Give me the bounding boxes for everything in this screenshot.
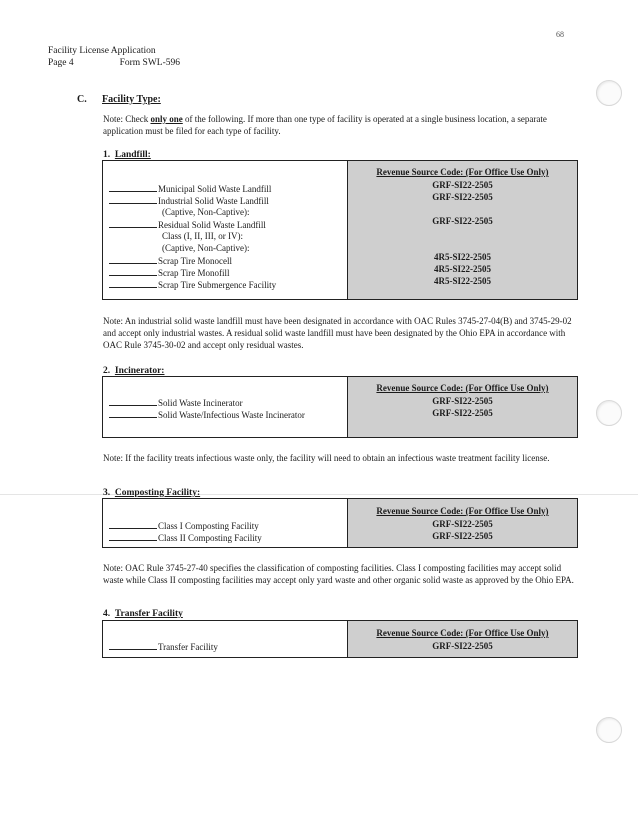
binder-hole-icon <box>596 400 622 426</box>
revenue-code: GRF-SI22-2505 <box>432 408 493 418</box>
composting-box <box>102 498 578 548</box>
incinerator-heading: 2. Incinerator: <box>103 366 165 376</box>
section-title: Facility Type: <box>102 94 161 105</box>
landfill-revenue-column <box>347 161 577 299</box>
composting-note: Note: OAC Rule 3745-27-40 specifies the classification of composting facilities. Class I composting facilities may accept solid waste while Class II composting facilities may accept only yard waste and other organic solid waste as approved by the Ohio EPA. <box>103 563 574 585</box>
revenue-code: 4R5-SI22-2505 <box>433 276 491 286</box>
landfill-option-sub: (Captive, Non-Captive): <box>162 243 250 253</box>
revenue-code: GRF-SI22-2505 <box>432 531 493 541</box>
header-form: Form SWL-596 <box>119 58 181 68</box>
header-page: Page 4 <box>48 58 74 68</box>
landfill-option[interactable]: Scrap Tire Monofill <box>109 266 276 278</box>
incinerator-option[interactable]: Solid Waste Incinerator <box>109 396 305 408</box>
revenue-code <box>348 203 577 215</box>
composting-revenue-column <box>347 499 577 547</box>
revenue-code: GRF-SI22-2505 <box>432 180 493 190</box>
revenue-code: GRF-SI22-2505 <box>432 641 493 651</box>
revenue-header: Revenue Source Code: (For Office Use Only) <box>376 383 549 393</box>
check-blank <box>109 266 157 276</box>
composting-heading: 3. Composting Facility: <box>103 488 201 498</box>
revenue-code: GRF-SI22-2505 <box>432 396 493 406</box>
check-blank <box>109 519 157 529</box>
incinerator-option[interactable]: Solid Waste/Infectious Waste Incinerator <box>109 408 305 420</box>
revenue-code <box>348 239 577 251</box>
transfer-box <box>102 620 578 658</box>
incinerator-items <box>109 396 305 420</box>
scan-fold-line <box>0 494 638 495</box>
check-blank <box>109 254 157 264</box>
check-blank <box>109 194 157 204</box>
check-blank <box>109 182 157 192</box>
revenue-code: GRF-SI22-2505 <box>432 216 493 226</box>
page-number: 68 <box>556 30 564 39</box>
composting-option[interactable]: Class I Composting Facility <box>109 519 262 531</box>
revenue-code: GRF-SI22-2505 <box>432 192 493 202</box>
check-blank <box>109 408 157 418</box>
composting-option[interactable]: Class II Composting Facility <box>109 531 262 543</box>
landfill-option[interactable]: Industrial Solid Waste Landfill <box>109 194 276 206</box>
incinerator-box <box>102 376 578 438</box>
composting-items <box>109 519 262 543</box>
revenue-header: Revenue Source Code: (For Office Use Only) <box>376 628 549 638</box>
transfer-heading: 4. Transfer Facility <box>103 609 183 619</box>
revenue-code: GRF-SI22-2505 <box>432 519 493 529</box>
header-title: Facility License Application <box>48 46 156 56</box>
landfill-note: Note: An industrial solid waste landfill must have been designated in accordance with OAC Rules 3745-27-04(B) and 3745-29-02 and accept only industrial wastes. A residual solid waste landfill must have been designated by the Ohio EPA in accordance with OAC Rule 3745-30-02 and accept only residual wastes. <box>103 316 572 350</box>
landfill-option-sub: (Captive, Non-Captive): <box>162 207 250 217</box>
revenue-header: Revenue Source Code: (For Office Use Only) <box>376 167 549 177</box>
landfill-option-sub: Class (I, II, III, or IV): <box>162 231 243 241</box>
section-letter: C. <box>77 94 87 105</box>
landfill-option[interactable]: Residual Solid Waste Landfill <box>109 218 276 230</box>
binder-hole-icon <box>596 717 622 743</box>
incinerator-revenue-column <box>347 377 577 437</box>
binder-hole-icon <box>596 80 622 106</box>
landfill-items <box>109 182 276 290</box>
transfer-option[interactable]: Transfer Facility <box>109 640 218 652</box>
landfill-option[interactable]: Municipal Solid Waste Landfill <box>109 182 276 194</box>
header-page-line <box>48 58 180 68</box>
facility-type-note: Note: Check only one of the following. If more than one type of facility is operated at a single business location, a separate application must be filed for each type of facility. <box>103 114 547 136</box>
check-blank <box>109 640 157 650</box>
revenue-code <box>348 227 577 239</box>
note-emphasis: only one <box>150 114 183 124</box>
landfill-box <box>102 160 578 300</box>
revenue-code: 4R5-SI22-2505 <box>433 252 491 262</box>
check-blank <box>109 396 157 406</box>
check-blank <box>109 218 157 228</box>
transfer-revenue-column <box>347 621 577 657</box>
landfill-option[interactable]: Scrap Tire Monocell <box>109 254 276 266</box>
check-blank <box>109 278 157 288</box>
incinerator-note: Note: If the facility treats infectious waste only, the facility will need to obtain an infectious waste treatment facility license. <box>103 453 550 463</box>
revenue-header: Revenue Source Code: (For Office Use Only) <box>376 506 549 516</box>
landfill-heading: 1. Landfill: <box>103 150 151 160</box>
check-blank <box>109 531 157 541</box>
landfill-option[interactable]: Scrap Tire Submergence Facility <box>109 278 276 290</box>
transfer-items <box>109 640 218 652</box>
revenue-code: 4R5-SI22-2505 <box>433 264 491 274</box>
